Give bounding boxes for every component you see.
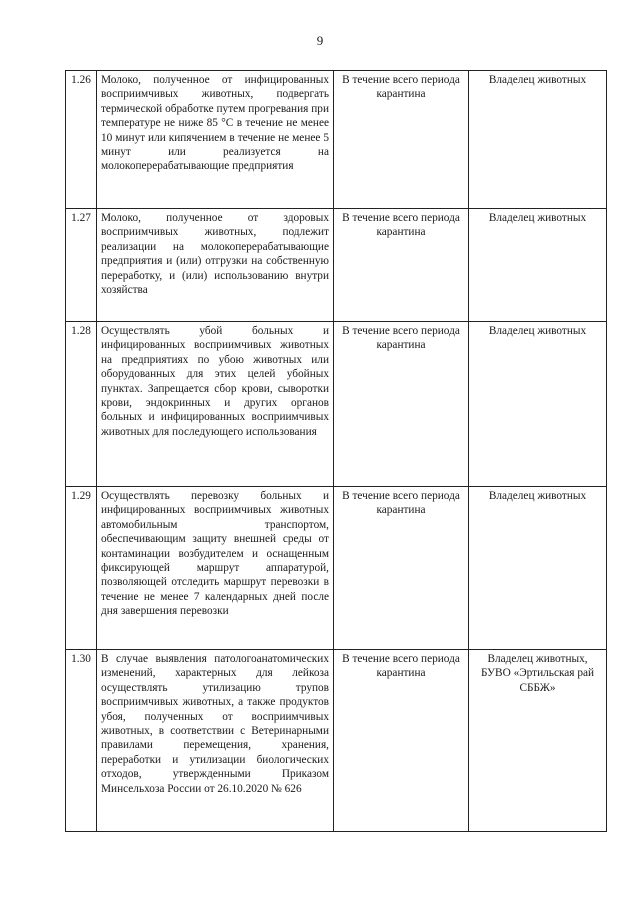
measure-text: В случае выявления патологоанатомических изменений, характерных для лейкоза осуществлять утилизацию трупов восприимчивых животных, а также продуктов убоя, полученных от восприимчивых животных, в соответствии с Ветеринарными правилами перемещения, хранения, переработки и утилизации биологических отходов, утвержденными Приказом Минсельхоза России от 26.10.2020 № 626 xyxy=(97,650,334,832)
measure-text: Молоко, полученное от здоровых восприимчивых животных, подлежит реализации на молокоперерабатывающие предприятия и (или) отгрузки на собственную переработку, и (или) использованию внутри хозяйства xyxy=(97,209,334,322)
measure-text: Осуществлять убой больных и инфицированных восприимчивых животных на предприятиях по убою животных или оборудованных для этих целей убойных пунктах. Запрещается сбор крови, сыворотки крови, эндокринных и других органов больных и инфицированных восприимчивых животных для последующего использования xyxy=(97,322,334,487)
table-row xyxy=(66,71,607,209)
table-row xyxy=(66,322,607,487)
row-number: 1.26 xyxy=(66,71,97,209)
row-number: 1.29 xyxy=(66,487,97,650)
row-number: 1.30 xyxy=(66,650,97,832)
row-number: 1.28 xyxy=(66,322,97,487)
term-text: В течение всего периода карантина xyxy=(334,322,469,487)
responsible-text: Владелец животных xyxy=(469,322,607,487)
page-number: 9 xyxy=(316,33,324,48)
table-row xyxy=(66,487,607,650)
table-row xyxy=(66,209,607,322)
measure-text: Молоко, полученное от инфицированных восприимчивых животных, подвергать термической обработке путем прогревания при температуре не ниже 85 °С в течение не менее 10 минут или кипячением в течение не менее 5 минут или реализуется на молокоперерабатывающие предприятия xyxy=(97,71,334,209)
responsible-text: Владелец животных xyxy=(469,71,607,209)
responsible-text: Владелец животных, БУВО «Эртильская рай СББЖ» xyxy=(469,650,607,832)
term-text: В течение всего периода карантина xyxy=(334,487,469,650)
term-text: В течение всего периода карантина xyxy=(334,71,469,209)
measures-table xyxy=(65,70,607,832)
responsible-text: Владелец животных xyxy=(469,209,607,322)
table-row xyxy=(66,650,607,832)
responsible-text: Владелец животных xyxy=(469,487,607,650)
row-number: 1.27 xyxy=(66,209,97,322)
term-text: В течение всего периода карантина xyxy=(334,650,469,832)
term-text: В течение всего периода карантина xyxy=(334,209,469,322)
measure-text: Осуществлять перевозку больных и инфицированных восприимчивых животных автомобильным транспортом, обеспечивающим защиту внешней среды от контаминации возбудителем и оснащенным фиксирующей маршрут аппаратурой, позволяющей отследить маршрут перевозки в течение не менее 7 календарных дней после дня завершения перевозки xyxy=(97,487,334,650)
